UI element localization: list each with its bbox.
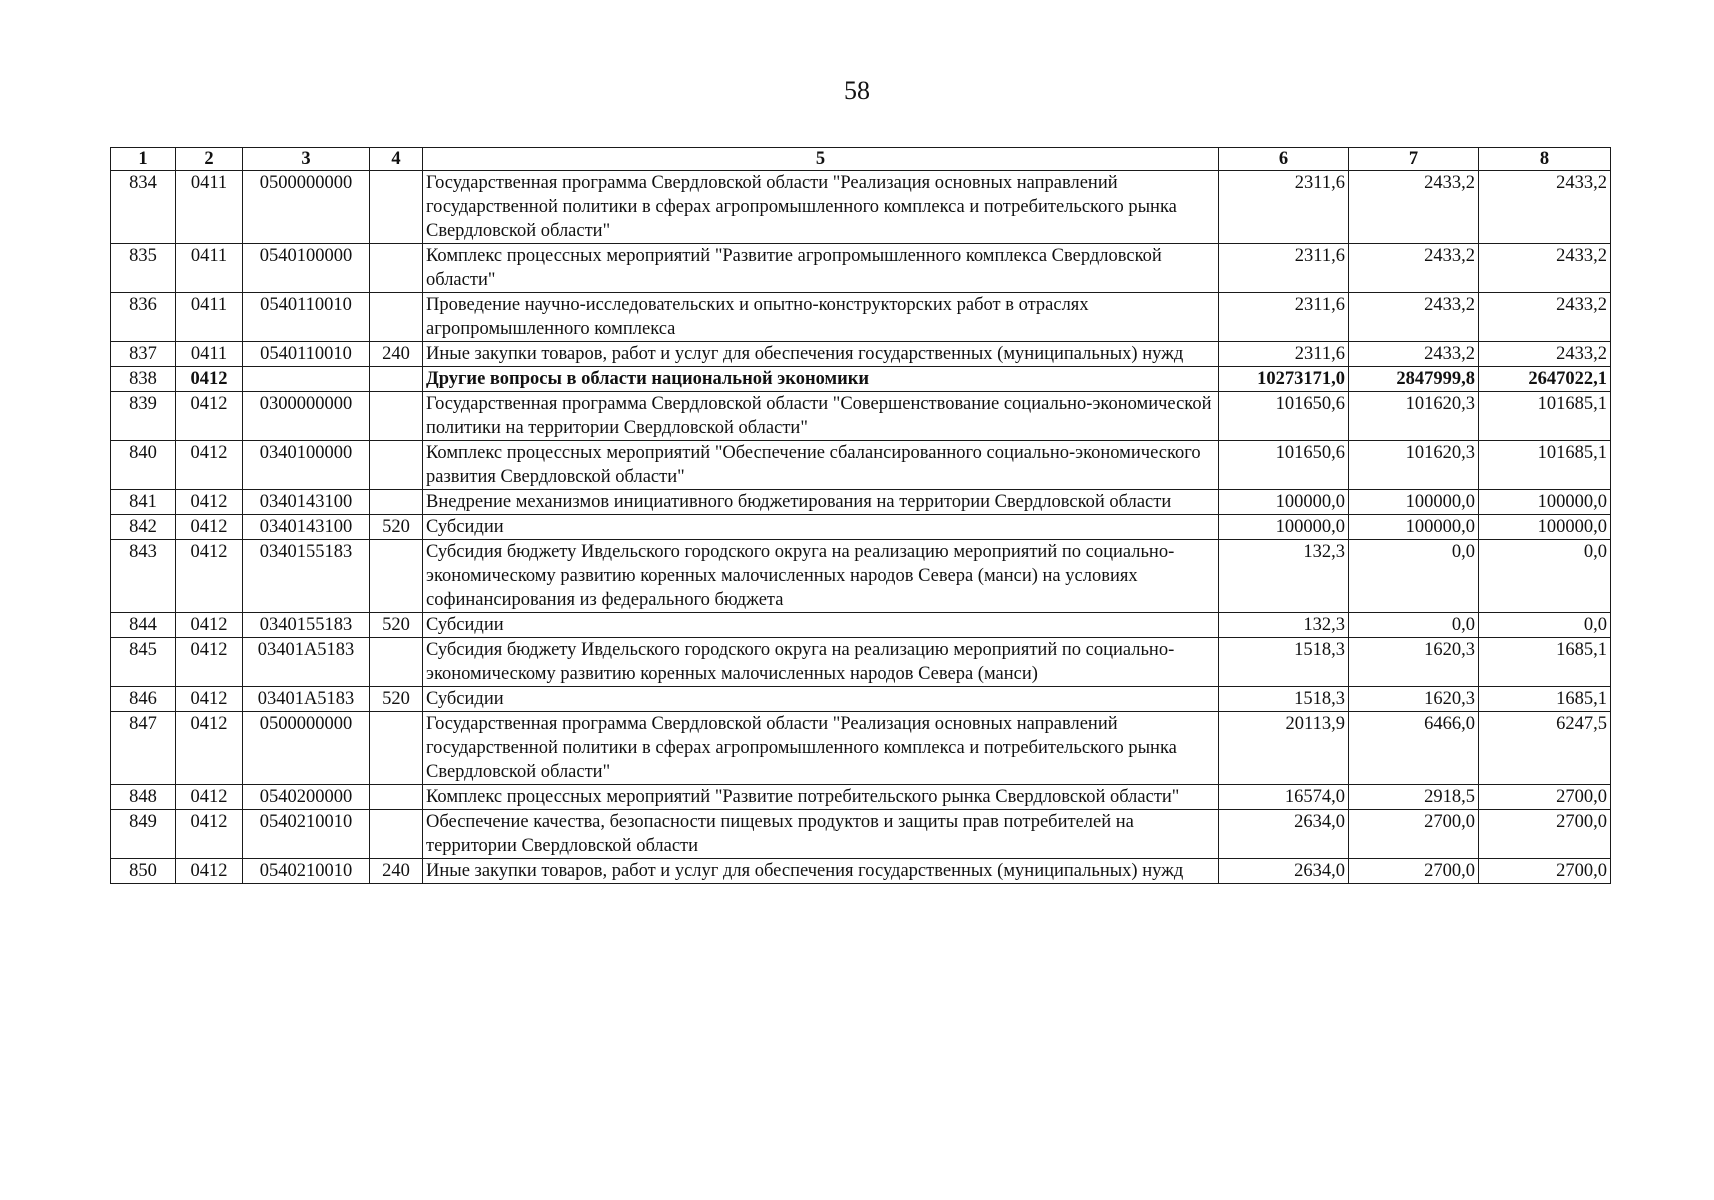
header-col-5: 5 [423, 148, 1219, 171]
amount-col-7-cell: 100000,0 [1349, 515, 1479, 540]
amount-col-8-cell: 2433,2 [1479, 171, 1611, 244]
expense-type-cell [370, 392, 423, 441]
target-code-cell: 03401A5183 [243, 638, 370, 687]
amount-col-6-cell: 2311,6 [1219, 293, 1349, 342]
amount-col-8-cell: 2433,2 [1479, 293, 1611, 342]
amount-col-7-cell: 0,0 [1349, 540, 1479, 613]
item-name-cell: Государственная программа Свердловской области "Реализация основных направлений государственной политики в сферах агропромышленного комплекса и потребительского рынка Свердловской области" [423, 171, 1219, 244]
item-name-cell: Субсидия бюджету Ивдельского городского округа на реализацию мероприятий по социально-экономическому развитию коренных малочисленных народов Севера (манси) на условиях софинансирования из федерального бюджета [423, 540, 1219, 613]
section-code-cell: 0412 [176, 540, 243, 613]
row-number-cell: 843 [111, 540, 176, 613]
item-name-cell: Субсидии [423, 687, 1219, 712]
item-name-cell: Субсидии [423, 515, 1219, 540]
section-code-cell: 0411 [176, 293, 243, 342]
header-col-8: 8 [1479, 148, 1611, 171]
row-number-cell: 850 [111, 859, 176, 884]
expense-type-cell [370, 712, 423, 785]
header-col-6: 6 [1219, 148, 1349, 171]
row-number-cell: 844 [111, 613, 176, 638]
amount-col-8-cell: 101685,1 [1479, 441, 1611, 490]
table-row [111, 441, 1611, 490]
budget-table [110, 147, 1611, 884]
table-row [111, 785, 1611, 810]
row-number-cell: 836 [111, 293, 176, 342]
expense-type-cell: 240 [370, 859, 423, 884]
page-number: 58 [844, 76, 870, 105]
header-col-7: 7 [1349, 148, 1479, 171]
item-name-cell: Комплекс процессных мероприятий "Развитие агропромышленного комплекса Свердловской области" [423, 244, 1219, 293]
item-name-cell: Иные закупки товаров, работ и услуг для обеспечения государственных (муниципальных) нужд [423, 859, 1219, 884]
section-code-cell: 0412 [176, 638, 243, 687]
table-row [111, 342, 1611, 367]
amount-col-7-cell: 101620,3 [1349, 441, 1479, 490]
amount-col-7-cell: 2433,2 [1349, 171, 1479, 244]
amount-col-6-cell: 16574,0 [1219, 785, 1349, 810]
section-code-cell: 0412 [176, 859, 243, 884]
item-name-cell: Другие вопросы в области национальной экономики [423, 367, 1219, 392]
item-name-cell: Государственная программа Свердловской области "Реализация основных направлений государственной политики в сферах агропромышленного комплекса и потребительского рынка Свердловской области" [423, 712, 1219, 785]
table-row [111, 712, 1611, 785]
target-code-cell: 0500000000 [243, 171, 370, 244]
amount-col-8-cell: 1685,1 [1479, 638, 1611, 687]
expense-type-cell: 520 [370, 515, 423, 540]
header-col-4: 4 [370, 148, 423, 171]
amount-col-6-cell: 132,3 [1219, 540, 1349, 613]
target-code-cell: 0500000000 [243, 712, 370, 785]
section-code-cell: 0412 [176, 441, 243, 490]
target-code-cell: 03401A5183 [243, 687, 370, 712]
item-name-cell: Субсидии [423, 613, 1219, 638]
expense-type-cell [370, 244, 423, 293]
amount-col-7-cell: 1620,3 [1349, 638, 1479, 687]
amount-col-6-cell: 100000,0 [1219, 490, 1349, 515]
section-code-cell: 0412 [176, 613, 243, 638]
table-row [111, 515, 1611, 540]
amount-col-7-cell: 2700,0 [1349, 859, 1479, 884]
section-code-cell: 0412 [176, 810, 243, 859]
amount-col-8-cell: 2700,0 [1479, 810, 1611, 859]
expense-type-cell [370, 638, 423, 687]
section-code-cell: 0412 [176, 785, 243, 810]
expense-type-cell: 520 [370, 613, 423, 638]
table-header-row [111, 148, 1611, 171]
row-number-cell: 834 [111, 171, 176, 244]
row-number-cell: 845 [111, 638, 176, 687]
row-number-cell: 846 [111, 687, 176, 712]
table-row [111, 171, 1611, 244]
section-code-cell: 0412 [176, 712, 243, 785]
amount-col-8-cell: 2647022,1 [1479, 367, 1611, 392]
amount-col-6-cell: 2634,0 [1219, 810, 1349, 859]
expense-type-cell [370, 810, 423, 859]
amount-col-7-cell: 0,0 [1349, 613, 1479, 638]
item-name-cell: Государственная программа Свердловской области "Совершенствование социально-экономической политики на территории Свердловской области" [423, 392, 1219, 441]
section-code-cell: 0412 [176, 367, 243, 392]
expense-type-cell [370, 785, 423, 810]
table-row [111, 810, 1611, 859]
section-code-cell: 0412 [176, 687, 243, 712]
expense-type-cell [370, 367, 423, 392]
row-number-cell: 835 [111, 244, 176, 293]
target-code-cell: 0540210010 [243, 810, 370, 859]
section-code-cell: 0411 [176, 342, 243, 367]
amount-col-6-cell: 101650,6 [1219, 441, 1349, 490]
amount-col-8-cell: 1685,1 [1479, 687, 1611, 712]
amount-col-7-cell: 2433,2 [1349, 293, 1479, 342]
amount-col-7-cell: 2847999,8 [1349, 367, 1479, 392]
amount-col-8-cell: 2433,2 [1479, 244, 1611, 293]
target-code-cell: 0340155183 [243, 540, 370, 613]
amount-col-8-cell: 100000,0 [1479, 490, 1611, 515]
expense-type-cell [370, 490, 423, 515]
amount-col-6-cell: 1518,3 [1219, 638, 1349, 687]
section-code-cell: 0412 [176, 515, 243, 540]
expense-type-cell: 240 [370, 342, 423, 367]
row-number-cell: 849 [111, 810, 176, 859]
row-number-cell: 837 [111, 342, 176, 367]
target-code-cell: 0340143100 [243, 515, 370, 540]
amount-col-6-cell: 100000,0 [1219, 515, 1349, 540]
target-code-cell: 0300000000 [243, 392, 370, 441]
item-name-cell: Иные закупки товаров, работ и услуг для обеспечения государственных (муниципальных) нужд [423, 342, 1219, 367]
row-number-cell: 842 [111, 515, 176, 540]
table-row [111, 638, 1611, 687]
amount-col-8-cell: 2433,2 [1479, 342, 1611, 367]
table-row [111, 490, 1611, 515]
table-body [111, 171, 1611, 884]
amount-col-8-cell: 2700,0 [1479, 859, 1611, 884]
item-name-cell: Комплекс процессных мероприятий "Обеспечение сбалансированного социально-экономического развития Свердловской области" [423, 441, 1219, 490]
target-code-cell [243, 367, 370, 392]
target-code-cell: 0340155183 [243, 613, 370, 638]
table-row [111, 392, 1611, 441]
row-number-cell: 848 [111, 785, 176, 810]
item-name-cell: Проведение научно-исследовательских и опытно-конструкторских работ в отраслях агропромышленного комплекса [423, 293, 1219, 342]
amount-col-7-cell: 100000,0 [1349, 490, 1479, 515]
header-col-1: 1 [111, 148, 176, 171]
item-name-cell: Обеспечение качества, безопасности пищевых продуктов и защиты прав потребителей на территории Свердловской области [423, 810, 1219, 859]
target-code-cell: 0340143100 [243, 490, 370, 515]
table-row [111, 540, 1611, 613]
target-code-cell: 0540110010 [243, 342, 370, 367]
amount-col-8-cell: 101685,1 [1479, 392, 1611, 441]
amount-col-8-cell: 0,0 [1479, 540, 1611, 613]
target-code-cell: 0340100000 [243, 441, 370, 490]
table-row [111, 293, 1611, 342]
section-code-cell: 0412 [176, 490, 243, 515]
table-row [111, 367, 1611, 392]
item-name-cell: Субсидия бюджету Ивдельского городского округа на реализацию мероприятий по социально-экономическому развитию коренных малочисленных народов Севера (манси) [423, 638, 1219, 687]
table-row [111, 613, 1611, 638]
header-col-3: 3 [243, 148, 370, 171]
row-number-cell: 847 [111, 712, 176, 785]
row-number-cell: 841 [111, 490, 176, 515]
amount-col-7-cell: 2433,2 [1349, 244, 1479, 293]
amount-col-6-cell: 101650,6 [1219, 392, 1349, 441]
amount-col-7-cell: 2433,2 [1349, 342, 1479, 367]
section-code-cell: 0411 [176, 171, 243, 244]
amount-col-7-cell: 6466,0 [1349, 712, 1479, 785]
section-code-cell: 0412 [176, 392, 243, 441]
amount-col-6-cell: 20113,9 [1219, 712, 1349, 785]
amount-col-8-cell: 2700,0 [1479, 785, 1611, 810]
amount-col-6-cell: 10273171,0 [1219, 367, 1349, 392]
expense-type-cell [370, 293, 423, 342]
amount-col-7-cell: 1620,3 [1349, 687, 1479, 712]
amount-col-6-cell: 2311,6 [1219, 171, 1349, 244]
section-code-cell: 0411 [176, 244, 243, 293]
target-code-cell: 0540210010 [243, 859, 370, 884]
row-number-cell: 840 [111, 441, 176, 490]
amount-col-6-cell: 132,3 [1219, 613, 1349, 638]
expense-type-cell [370, 441, 423, 490]
header-col-2: 2 [176, 148, 243, 171]
table-row [111, 687, 1611, 712]
amount-col-7-cell: 101620,3 [1349, 392, 1479, 441]
row-number-cell: 838 [111, 367, 176, 392]
amount-col-6-cell: 2311,6 [1219, 244, 1349, 293]
table-row [111, 244, 1611, 293]
amount-col-8-cell: 0,0 [1479, 613, 1611, 638]
expense-type-cell: 520 [370, 687, 423, 712]
expense-type-cell [370, 540, 423, 613]
amount-col-7-cell: 2918,5 [1349, 785, 1479, 810]
amount-col-6-cell: 2634,0 [1219, 859, 1349, 884]
item-name-cell: Внедрение механизмов инициативного бюджетирования на территории Свердловской области [423, 490, 1219, 515]
item-name-cell: Комплекс процессных мероприятий "Развитие потребительского рынка Свердловской области" [423, 785, 1219, 810]
target-code-cell: 0540110010 [243, 293, 370, 342]
amount-col-8-cell: 100000,0 [1479, 515, 1611, 540]
row-number-cell: 839 [111, 392, 176, 441]
target-code-cell: 0540100000 [243, 244, 370, 293]
amount-col-8-cell: 6247,5 [1479, 712, 1611, 785]
amount-col-7-cell: 2700,0 [1349, 810, 1479, 859]
expense-type-cell [370, 171, 423, 244]
amount-col-6-cell: 1518,3 [1219, 687, 1349, 712]
target-code-cell: 0540200000 [243, 785, 370, 810]
table-row [111, 859, 1611, 884]
amount-col-6-cell: 2311,6 [1219, 342, 1349, 367]
